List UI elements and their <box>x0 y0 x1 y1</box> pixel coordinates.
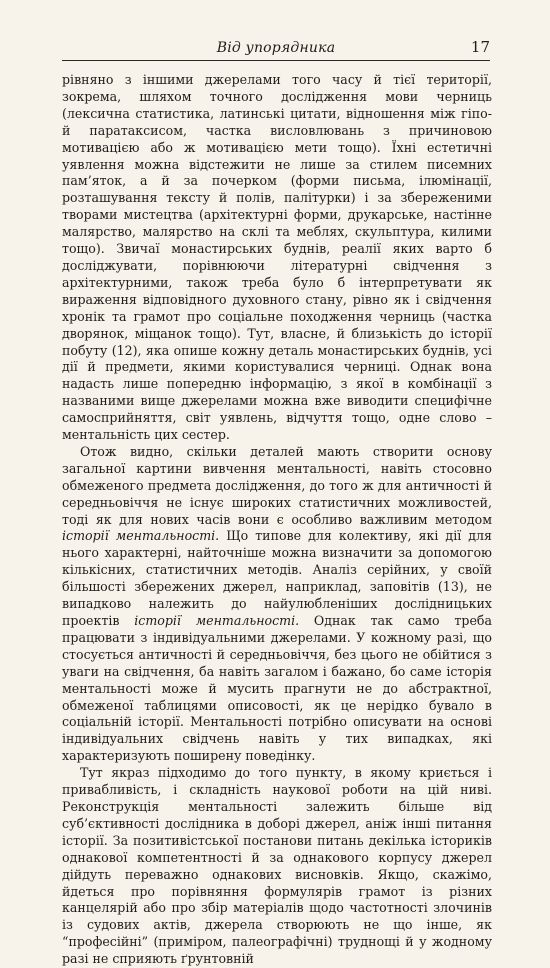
paragraph-2-text-a: Отож видно, скільки деталей мають створити основу загальної картини вивчення ментальності, навіть стосовно обмеженого предмета дослідження, до того ж для античності й середньовіччя не існує широких статистичних можливостей, тоді як для нових часів вони є особливо важливим методом <box>62 443 492 527</box>
paragraph-2-text-c: Однак так само треба працювати з індивідуальними джерелами. У кожному разі, що стосується античності й середньовіччя, без цього не обійтися з уваги на свідчення, ба навіть загалом і бажано, бо саме історія ментальності може й мусить прагнути не до абстрактної, обмеженої таблицями описовості, як це нерідко бувало в соціальній історії. Ментальності потрібно описувати на основі індивідуальних свідчень навіть у тих випадках, які характеризують поширену поведінку. <box>62 613 492 764</box>
paragraph-2-emphasis-a: історії ментальності. <box>62 528 220 544</box>
paragraph-2-text-b: Що типове для колективу, які дії для нього характерні, найточніше можна визначити за допомогою кількісних, статистичних методів. Аналіз серійних, у своїй більшості збережених джерел, наприклад, заповітів (13), не випадково належить до найулюбленіших дослідницьких проектів <box>62 528 492 628</box>
paragraph-3 <box>62 765 492 968</box>
paragraph-2 <box>62 444 492 765</box>
body-text <box>62 72 492 968</box>
paragraph-1-text: рівняно з іншими джерелами того часу й тієї території, зокрема, шляхом точного дослідження мови черниць (лексична статистика, латинські цитати, відношення між гіпо- й паратаксисом, частка висловлювань з причиновою мотивацією або ж мотивацією мети тощо). Їхні естетичні уявлення можна відстежити не лише за стилем писемних пам’яток, а й за почерком (форми письма, ілюмінації, розташування тексту й полів, палітурки) і за збереженими творами мистецтва (архітектурні форми, друкарське, настінне малярство, малярство на склі та меблях, скульптура, килими тощо). Звичаї монастирських буднів, реалії яких варто б досліджувати, порівнюючи літературні свідчення з архітектурними, також треба було б інтерпретувати як вираження відповідного духовного стану, рівно як і свідчення хронік та грамот про соціальне походження черниць (частка дворянок, міщанок тощо). Тут, власне, й близькість до історії побуту (12), яка опише кожну деталь монастирських буднів, усі дії й предмети, якими користувалися черниці. Однак вона надасть лише попередню інформацію, з якої в комбінації з названими вище джерелами можна вже виводити специфічне самосприйняття, світ уявлень, відчуття тощо, одне слово – ментальність цих сестер. <box>62 72 492 443</box>
paragraph-1 <box>62 72 492 444</box>
paragraph-2-emphasis-b: історії ментальності. <box>134 613 300 628</box>
running-header-title: Від упорядника <box>216 40 336 56</box>
page-number: 17 <box>470 38 490 56</box>
running-header <box>62 38 490 61</box>
paragraph-3-text: Тут якраз підходимо до того пункту, в якому криється і привабливість, і складність наукової роботи на цій ниві. Реконструкція ментальності залежить більше від суб’єктивності дослідника в доборі джерел, аніж інші питання історії. За позитивістської постанови питань декілька істориків однакової компетентності й за однакового корпусу джерел дійдуть переважно однакових висновків. Якщо, скажімо, йдеться про порівняння формулярів грамот із різних канцелярій або про збір матеріалів щодо частотності злочинів із судових актів, джерела створюють не що інше, як “професійні” (приміром, палеографічні) труднощі й у жодному разі не сприяють ґрунтовній <box>62 765 492 967</box>
